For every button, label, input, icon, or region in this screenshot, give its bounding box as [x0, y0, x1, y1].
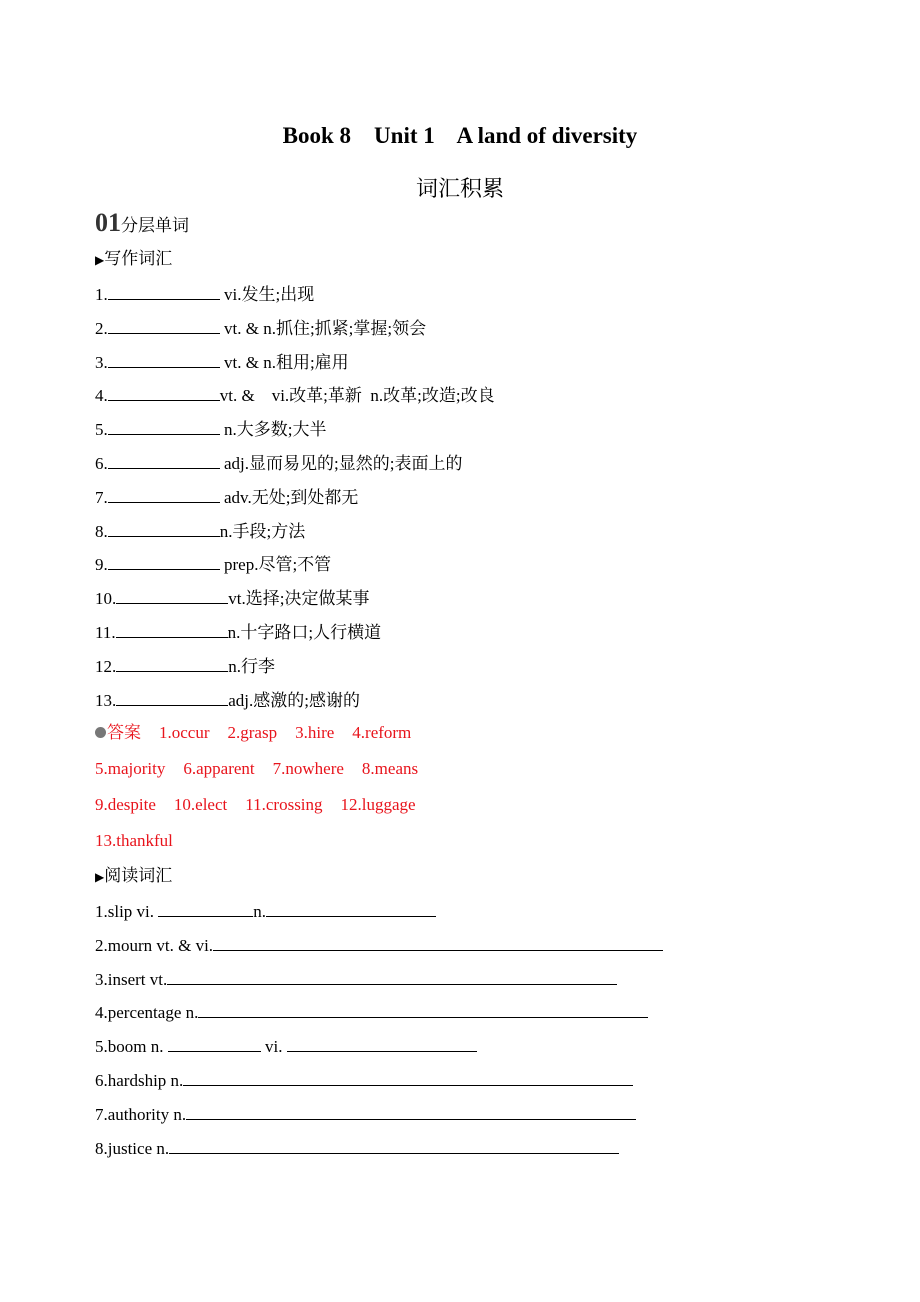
answer-line	[95, 831, 173, 851]
answer: 9.despite	[95, 795, 156, 814]
page-title: Book 8 Unit 1 A land of diversity	[282, 123, 638, 148]
item-number: 1.	[95, 285, 108, 304]
item-number: 6.	[95, 454, 108, 473]
answer: 10.elect	[173, 795, 228, 814]
reading-item	[95, 934, 663, 956]
triangle-bullet-icon: ▶	[95, 253, 105, 267]
writing-item	[95, 452, 462, 474]
answer-blank[interactable]	[108, 317, 220, 334]
writing-heading-text: 写作词汇	[104, 249, 173, 268]
answer: 8.means	[361, 759, 419, 778]
answer-blank[interactable]	[169, 1137, 619, 1154]
item-definition: n.大多数;大半	[219, 420, 327, 440]
answer-blank[interactable]	[108, 553, 220, 570]
answer: 7.nowhere	[272, 759, 344, 778]
answer-blank[interactable]	[167, 968, 617, 985]
answer-blank[interactable]	[108, 384, 220, 401]
item-number: 12.	[95, 656, 117, 676]
reading-heading-text: 阅读词汇	[104, 866, 173, 885]
writing-item	[95, 689, 360, 711]
writing-item	[95, 655, 275, 677]
answer-blank[interactable]	[108, 486, 220, 503]
item-term: 5.boom n.	[95, 1037, 168, 1057]
reading-item	[95, 968, 617, 990]
answer: 1.occur	[159, 723, 210, 742]
item-definition: vt. & n.租用;雇用	[219, 352, 349, 372]
writing-item	[95, 418, 326, 440]
reading-item	[95, 1035, 477, 1057]
item-number: 13.	[95, 690, 117, 710]
answer-blank[interactable]	[183, 1069, 633, 1086]
answer-blank[interactable]	[108, 351, 220, 368]
section-number: 01	[95, 208, 121, 237]
item-definition: adj.显而易见的;显然的;表面上的	[219, 454, 463, 473]
item-number: 2.	[95, 318, 108, 338]
item-term: 8.justice n.	[95, 1138, 170, 1158]
item-number: 11.	[95, 623, 116, 642]
item-term: 7.authority n.	[95, 1104, 187, 1124]
item-term: 1.slip vi.	[95, 902, 159, 921]
reading-item	[95, 1069, 633, 1091]
answer-icon	[95, 727, 106, 738]
answer: 13.thankful	[95, 831, 173, 850]
answer-blank[interactable]	[168, 1035, 261, 1052]
answer-blank[interactable]	[213, 934, 663, 951]
answer-blank[interactable]	[108, 418, 220, 435]
section-label: 分层单词	[121, 216, 189, 235]
answer-line	[95, 723, 411, 743]
writing-item	[95, 587, 369, 609]
answer-blank[interactable]	[158, 900, 253, 917]
item-pos: n.	[253, 902, 267, 921]
item-definition: vt.选择;决定做某事	[228, 589, 370, 609]
item-number: 10.	[95, 589, 117, 609]
item-number: 5.	[95, 420, 108, 440]
answer-blank[interactable]	[266, 900, 436, 917]
answer: 3.hire	[295, 723, 335, 742]
item-definition: vi.发生;出现	[219, 285, 315, 304]
answer-blank[interactable]	[108, 520, 220, 537]
writing-heading	[95, 249, 172, 270]
answer-blank[interactable]	[108, 283, 220, 300]
page-subtitle: 词汇积累	[415, 177, 504, 202]
writing-item	[95, 520, 305, 542]
item-definition: adj.感激的;感谢的	[228, 690, 360, 710]
item-definition: n.手段;方法	[219, 521, 306, 541]
item-term: 3.insert vt.	[95, 969, 168, 989]
answer-blank[interactable]	[116, 587, 228, 604]
reading-heading	[95, 866, 172, 887]
writing-item	[95, 621, 381, 643]
item-term: 4.percentage n.	[95, 1003, 199, 1023]
item-definition: vt. & n.抓住;抓紧;掌握;领会	[219, 318, 427, 338]
writing-item	[95, 317, 426, 339]
reading-item	[95, 1137, 619, 1159]
answer-blank[interactable]	[108, 452, 220, 469]
answer: 4.reform	[352, 723, 412, 742]
reading-item	[95, 900, 436, 922]
answer-line	[95, 795, 416, 815]
item-number: 4.	[95, 386, 108, 406]
writing-item	[95, 351, 349, 373]
item-number: 8.	[95, 521, 108, 541]
answer: 12.luggage	[340, 795, 416, 814]
answer-blank[interactable]	[287, 1035, 477, 1052]
item-number: 7.	[95, 487, 108, 507]
item-number: 3.	[95, 352, 108, 372]
answer-blank[interactable]	[116, 655, 228, 672]
item-number: 9.	[95, 555, 108, 575]
answer-blank[interactable]	[186, 1103, 636, 1120]
item-definition: vt. & vi.改革;革新 n.改革;改造;改良	[219, 386, 495, 406]
item-definition: prep.尽管;不管	[219, 555, 332, 575]
writing-item	[95, 283, 314, 305]
answer: 6.apparent	[183, 759, 255, 778]
answer: 2.grasp	[227, 723, 278, 742]
item-definition: n.十字路口;人行横道	[227, 623, 382, 642]
triangle-bullet-icon: ▶	[95, 870, 105, 884]
writing-item	[95, 553, 331, 575]
writing-item	[95, 384, 495, 406]
answer-line	[95, 759, 418, 779]
answer: 5.majority	[95, 759, 166, 778]
item-pos: vi.	[260, 1037, 287, 1057]
writing-item	[95, 486, 358, 508]
answer-blank[interactable]	[198, 1001, 648, 1018]
item-term: 6.hardship n.	[95, 1071, 184, 1090]
answer-blank[interactable]	[116, 621, 228, 638]
item-term: 2.mourn vt. & vi.	[95, 935, 214, 955]
reading-item	[95, 1001, 648, 1023]
item-definition: adv.无处;到处都无	[219, 487, 359, 507]
answer: 11.crossing	[245, 795, 323, 814]
item-definition: n.行李	[228, 656, 275, 676]
reading-item	[95, 1103, 636, 1125]
section-header	[95, 208, 189, 238]
answer-label: 答案	[107, 723, 141, 742]
answer-blank[interactable]	[116, 689, 228, 706]
